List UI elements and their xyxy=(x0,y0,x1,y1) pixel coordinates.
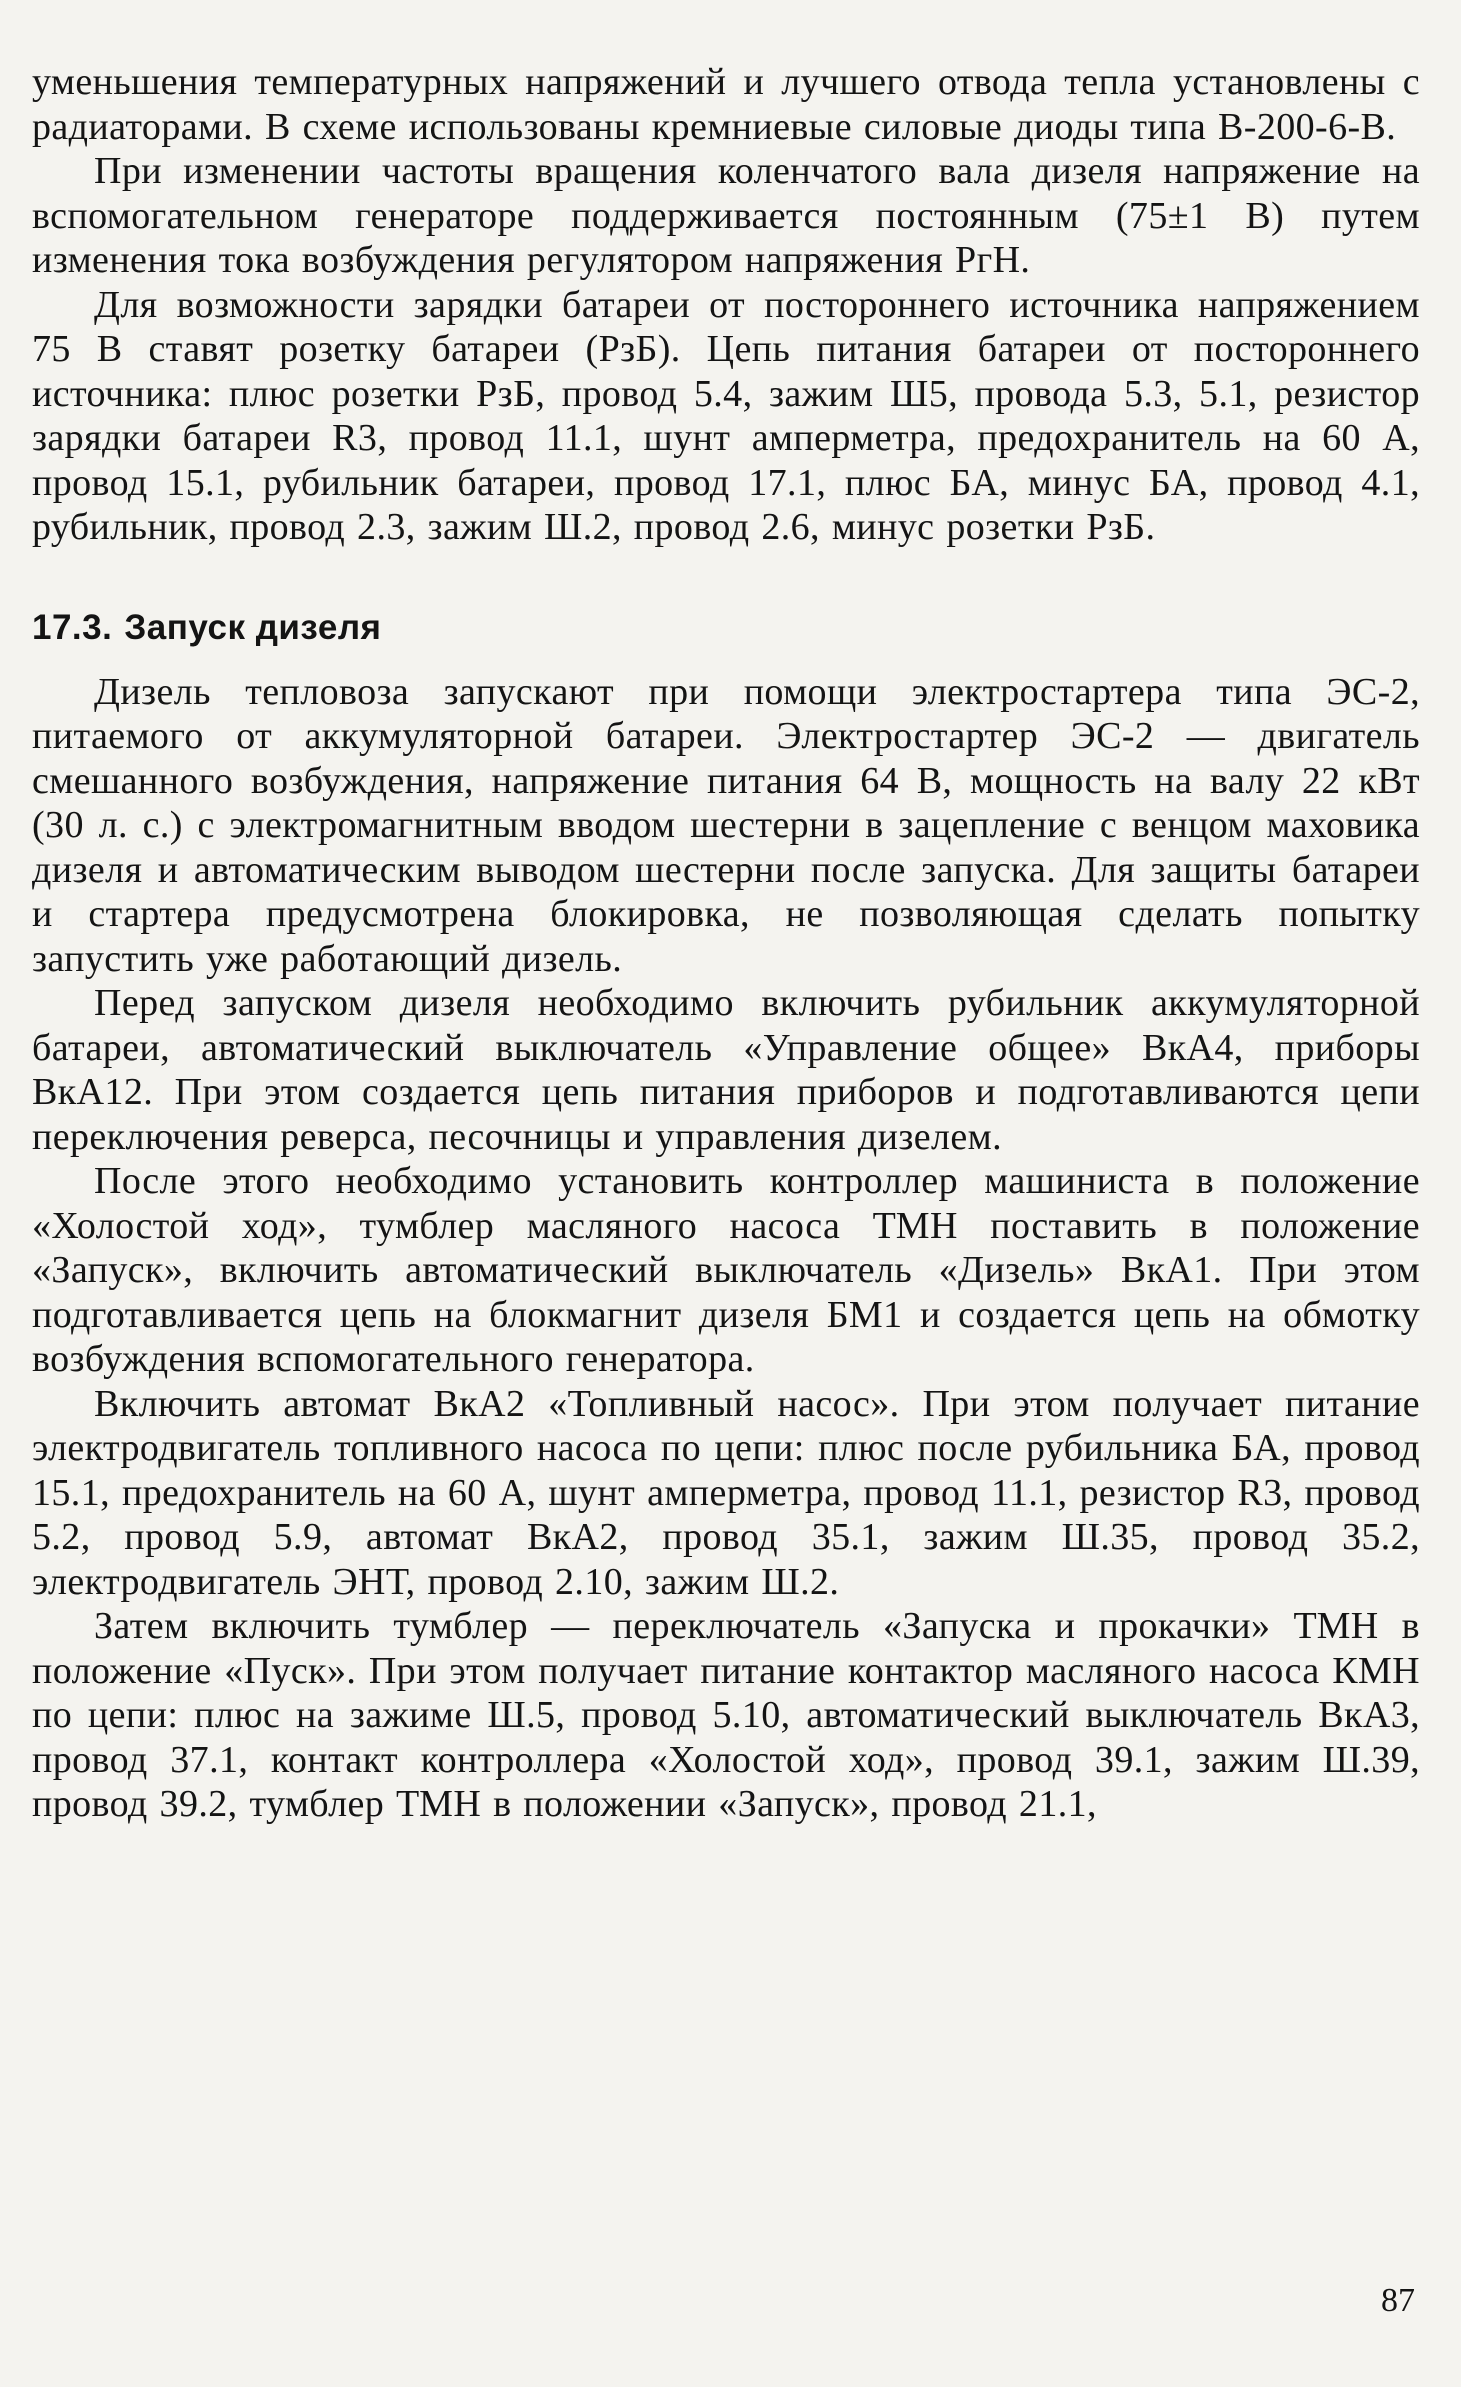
paragraph-fuel-pump: Включить автомат ВкА2 «Топливный насос». При этом получает питание электродвигатель топливного насоса по цепи: плюс после рубильника БА, провод 15.1, предохранитель на 60 А, шунт амперметра, провод 11.1, резистор R3, провод 5.2, провод 5.9, автомат ВкА2, провод 35.1, зажим Ш.35, провод 35.2, электродвигатель ЭНТ, провод 2.10, зажим Ш.2. xyxy=(32,1382,1420,1603)
paragraph-starter: Дизель тепловоза запускают при помощи электростартера типа ЭС-2, питаемого от аккумуляторной батареи. Электростартер ЭС-2 — двигатель смешанного возбуждения, напряжение питания 64 В, мощность на валу 22 кВт (30 л. с.) с электромагнитным вводом шестерни в зацепление с венцом маховика дизеля и автоматическим выводом шестерни после запуска. Для защиты батареи и стартера предусмотрена блокировка, не позволяющая сделать попытку запустить уже работающий дизель. xyxy=(32,670,1420,980)
section-title: Запуск дизеля xyxy=(124,607,382,647)
page-number: 87 xyxy=(1381,2282,1415,2319)
paragraph-before-start: Перед запуском дизеля необходимо включить рубильник аккумуляторной батареи, автоматический выключатель «Управление общее» ВкА4, приборы ВкА12. При этом создается цепь питания приборов и подготавливаются цепи переключения реверса, песочницы и управления дизелем. xyxy=(32,982,1420,1158)
paragraph-continuation: уменьшения температурных напряжений и лучшего отвода тепла установлены с радиаторами. В схеме использованы кремниевые силовые диоды типа В-200-6-В. xyxy=(32,61,1420,148)
paragraph-oil-pump: Затем включить тумблер — переключатель «Запуска и прокачки» ТМН в положение «Пуск». При этом получает питание контактор масляного насоса КМН по цепи: плюс на зажиме Ш.5, провод 5.10, автоматический выключатель ВкА3, провод 37.1, контакт контроллера «Холостой ход», провод 39.1, зажим Ш.39, провод 39.2, тумблер ТМН в положении «Запуск», провод 21.1, xyxy=(32,1605,1420,1825)
section-number: 17.3. xyxy=(32,607,113,647)
paragraph-voltage-regulation: При изменении частоты вращения коленчатого вала дизеля напряжение на вспомогательном генераторе поддерживается постоянным (75±1 В) путем изменения тока возбуждения регулятором напряжения РгН. xyxy=(32,150,1420,281)
section-heading xyxy=(32,608,1420,648)
paragraph-controller-position: После этого необходимо установить контроллер машиниста в положение «Холостой ход», тумблер масляного насоса ТМН поставить в положение «Запуск», включить автоматический выключатель «Дизель» ВкА1. При этом подготавливается цепь на блокмагнит дизеля БМ1 и создается цепь на обмотку возбуждения вспомогательного генератора. xyxy=(32,1160,1420,1380)
paragraph-battery-charging: Для возможности зарядки батареи от постороннего источника напряжением 75 В ставят розетку батареи (РзБ). Цепь питания батареи от постороннего источника: плюс розетки РзБ, провод 5.4, зажим Ш5, провода 5.3, 5.1, резистор зарядки батареи R3, провод 11.1, шунт амперметра, предохранитель на 60 А, провод 15.1, рубильник батареи, провод 17.1, плюс БА, минус БА, провод 4.1, рубильник, провод 2.3, зажим Ш.2, провод 2.6, минус розетки РзБ. xyxy=(32,283,1420,548)
document-page xyxy=(32,60,1420,1827)
